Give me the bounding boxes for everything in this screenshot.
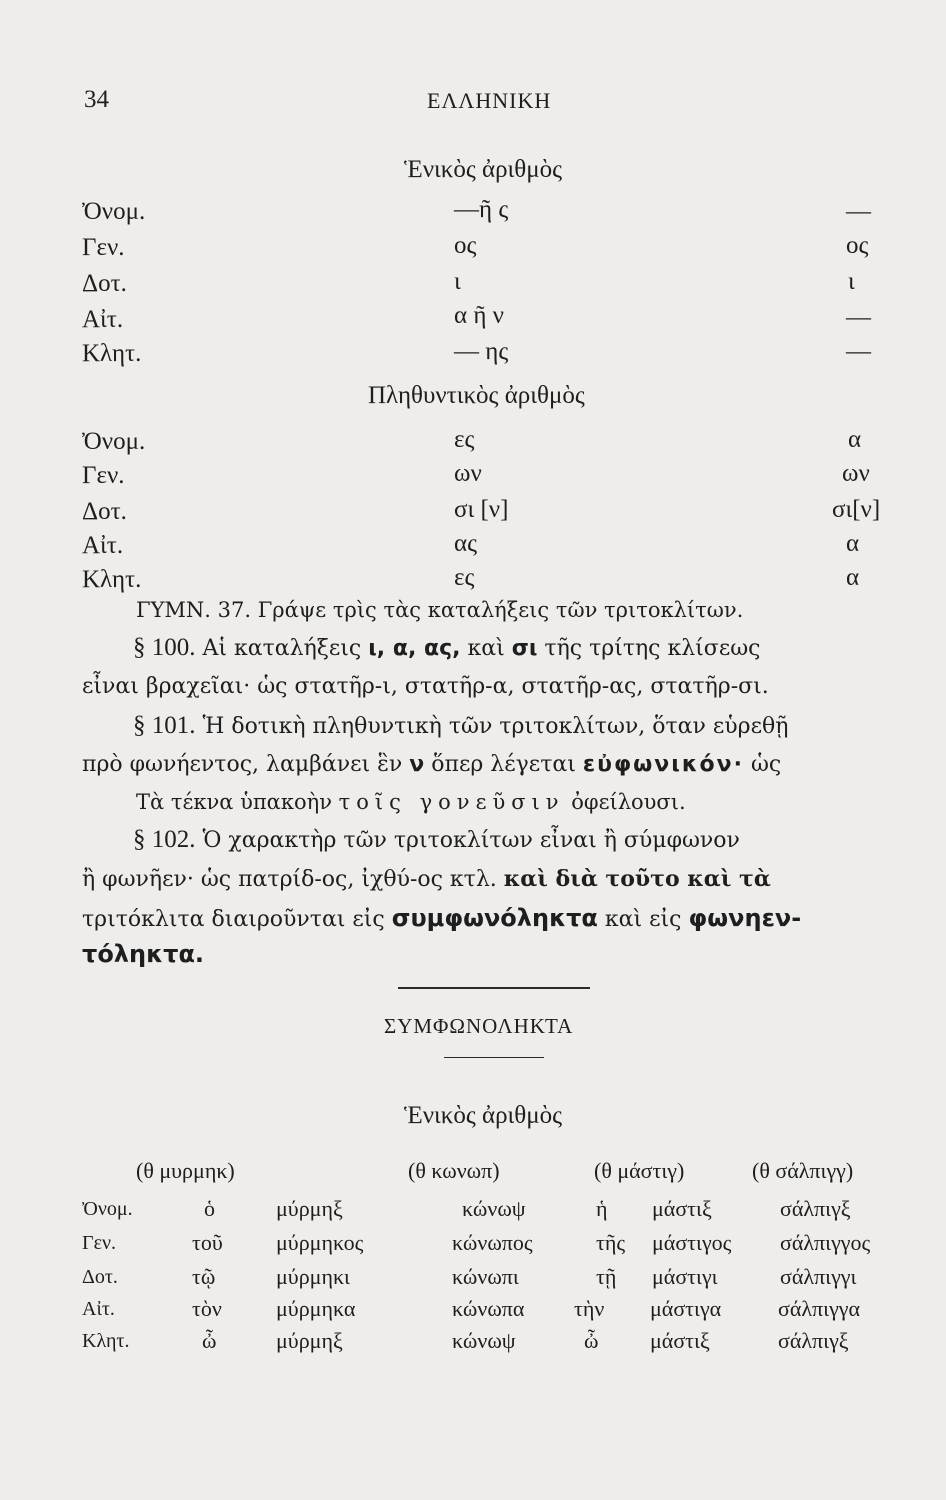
emphasis: ν <box>409 752 425 777</box>
article: ὦ <box>202 1328 217 1353</box>
text: καὶ <box>467 636 505 661</box>
ending-neuter: — <box>846 338 871 365</box>
word-konops: κώνωψ <box>452 1328 516 1353</box>
ending-consonant: ι <box>454 268 461 295</box>
word-konops: κώνωπα <box>452 1296 525 1321</box>
para-102-line-3 <box>82 904 801 932</box>
para-101-line-3 <box>136 790 686 814</box>
word-myrmex: μύρμηξ <box>276 1328 343 1353</box>
ending-neuter: — <box>846 198 871 225</box>
ending-consonant: σι [ν] <box>454 496 509 523</box>
para-102-line-4: τόληκτα. <box>82 940 205 968</box>
article: ὁ <box>204 1196 215 1221</box>
case-label: Ὀνομ. <box>82 198 146 225</box>
text: καὶ διὰ τοῦτο καὶ τὰ <box>503 866 771 892</box>
ending-neuter: α <box>848 426 862 453</box>
emphasis: συμφωνόληκτα <box>391 904 598 932</box>
exercise-37: ΓΥΜΝ. 37. Γράψε τρὶς τὰς καταλήξεις τῶν τριτοκλίτων. <box>136 598 744 622</box>
word-salpinx: σάλπιγγος <box>780 1230 871 1255</box>
ending-neuter: ι <box>848 268 855 295</box>
section-number: § 100. <box>133 634 196 661</box>
word-konops: κώνωψ <box>462 1196 526 1221</box>
text: καὶ εἰς <box>604 907 682 932</box>
word-konops: κώνωπος <box>452 1230 533 1255</box>
section-title: ΣΥΜΦΩΝΟΛΗΚΤΑ <box>384 1014 574 1038</box>
ending-consonant: ες <box>454 426 475 453</box>
emphasis: σι <box>511 636 538 661</box>
article: ἡ <box>596 1196 608 1221</box>
article: τὸν <box>192 1296 222 1321</box>
case-label: Γεν. <box>82 462 125 489</box>
para-102-line-1 <box>133 826 740 854</box>
article: ὦ <box>584 1328 599 1353</box>
section-divider <box>398 987 590 989</box>
case-label: Κλητ. <box>82 340 142 367</box>
para-100-line-2: εἶναι βραχεῖαι· ὡς στατῆρ-ι, στατῆρ-α, στατῆρ-ας, στατῆρ-σι. <box>82 674 769 699</box>
stem-label: (θ μυρμηκ) <box>136 1158 235 1183</box>
ending-consonant: ας <box>454 530 477 557</box>
section-number: § 101. <box>133 712 196 739</box>
text: τῆς τρίτης κλίσεως <box>544 636 761 661</box>
text: τριτόκλιτα διαιροῦνται εἰς <box>82 907 385 932</box>
word-mastix: μάστιγος <box>652 1230 732 1255</box>
case-label: Ὀνομ. <box>82 1198 133 1220</box>
text: πρὸ φωνήεντος, λαμβάνει ἓν <box>82 752 403 777</box>
case-label: Δοτ. <box>82 498 127 525</box>
emphasis: φωνηεν- <box>688 904 802 932</box>
word-myrmex: μύρμηξ <box>276 1196 343 1221</box>
case-label: Γεν. <box>82 234 125 261</box>
word-salpinx: σάλπιγξ <box>780 1196 851 1221</box>
case-label: Κλητ. <box>82 1330 130 1352</box>
article: τοῦ <box>192 1230 223 1255</box>
word-salpinx: σάλπιγξ <box>778 1328 849 1353</box>
stem-label: (θ σάλπιγγ) <box>752 1158 854 1183</box>
text: ἢ φωνῆεν· ὡς πατρίδ-ος, ἰχθύ-ος κτλ. <box>82 867 497 892</box>
decl-heading: Ἑνικὸς ἀριθμὸς <box>404 1102 563 1129</box>
ending-consonant: ων <box>454 460 482 487</box>
case-label: Γεν. <box>82 1232 117 1254</box>
ending-neuter: — <box>846 304 871 331</box>
word-salpinx: σάλπιγγα <box>778 1296 861 1321</box>
word-konops: κώνωπι <box>452 1264 519 1289</box>
word-mastix: μάστιγι <box>652 1264 718 1289</box>
plural-heading: Πληθυντικὸς ἀριθμὸς <box>368 382 585 409</box>
ending-neuter: ων <box>842 460 870 487</box>
ending-neuter: ος <box>846 232 869 259</box>
para-101-line-2 <box>82 752 781 777</box>
ending-consonant: ος <box>454 232 477 259</box>
para-102-line-2 <box>82 866 771 892</box>
para-101-line-1 <box>133 712 788 740</box>
word-mastix: μάστιξ <box>652 1196 712 1221</box>
para-100-line-1 <box>133 634 760 662</box>
text: Ἡ δοτικὴ πληθυντικὴ τῶν τριτοκλίτων, ὅταν εὑρεθῇ <box>202 714 789 739</box>
case-label: Δοτ. <box>82 270 127 297</box>
running-title: ΕΛΛΗΝΙΚΗ <box>427 88 552 113</box>
text: ὡς <box>750 752 782 777</box>
word-salpinx: σάλπιγγι <box>780 1264 857 1289</box>
word-myrmex: μύρμηκος <box>276 1230 364 1255</box>
text: Ὁ χαρακτὴρ τῶν τριτοκλίτων εἶναι ἢ σύμφωνον <box>202 828 740 853</box>
text: ὀφείλουσι. <box>571 790 686 814</box>
ending-neuter: σι[ν] <box>832 496 881 523</box>
spaced-emphasis: τοῖς γονεῦσιν <box>338 790 565 814</box>
singular-heading: Ἑνικὸς ἀριθμὸς <box>404 156 563 183</box>
page-number: 34 <box>84 86 109 113</box>
case-label: Αἰτ. <box>82 306 124 333</box>
text: Τὰ τέκνα ὑπακοὴν <box>136 790 332 814</box>
case-label: Δοτ. <box>82 1266 118 1288</box>
text: ὅπερ λέγεται <box>431 752 576 777</box>
word-myrmex: μύρμηκα <box>276 1296 356 1321</box>
ending-neuter: α <box>846 564 860 591</box>
emphasis: ι, α, ας, <box>368 636 461 661</box>
word-mastix: μάστιξ <box>650 1328 710 1353</box>
ending-consonant: ες <box>454 564 475 591</box>
stem-label: (θ μάστιγ) <box>594 1158 685 1183</box>
section-number: § 102. <box>133 826 196 853</box>
ending-consonant: α ῆ ν <box>454 302 504 329</box>
ending-neuter: α <box>846 530 860 557</box>
ending-consonant: — ης <box>454 338 509 365</box>
case-label: Κλητ. <box>82 566 142 593</box>
word-myrmex: μύρμηκι <box>276 1264 350 1289</box>
stem-label: (θ κωνωπ) <box>408 1158 500 1183</box>
case-label: Αἰτ. <box>82 532 124 559</box>
emphasis: εὐφωνικόν· <box>582 752 744 777</box>
word-mastix: μάστιγα <box>650 1296 722 1321</box>
text: Αἱ καταλήξεις <box>202 636 362 661</box>
case-label: Αἰτ. <box>82 1298 115 1320</box>
article: τῆς <box>596 1230 626 1255</box>
article: τὴν <box>574 1296 605 1321</box>
ending-consonant: —ῆ ς <box>454 196 509 223</box>
case-label: Ὀνομ. <box>82 428 146 455</box>
title-underline <box>444 1057 544 1058</box>
article: τῇ <box>596 1264 617 1289</box>
article: τῷ <box>192 1264 216 1289</box>
